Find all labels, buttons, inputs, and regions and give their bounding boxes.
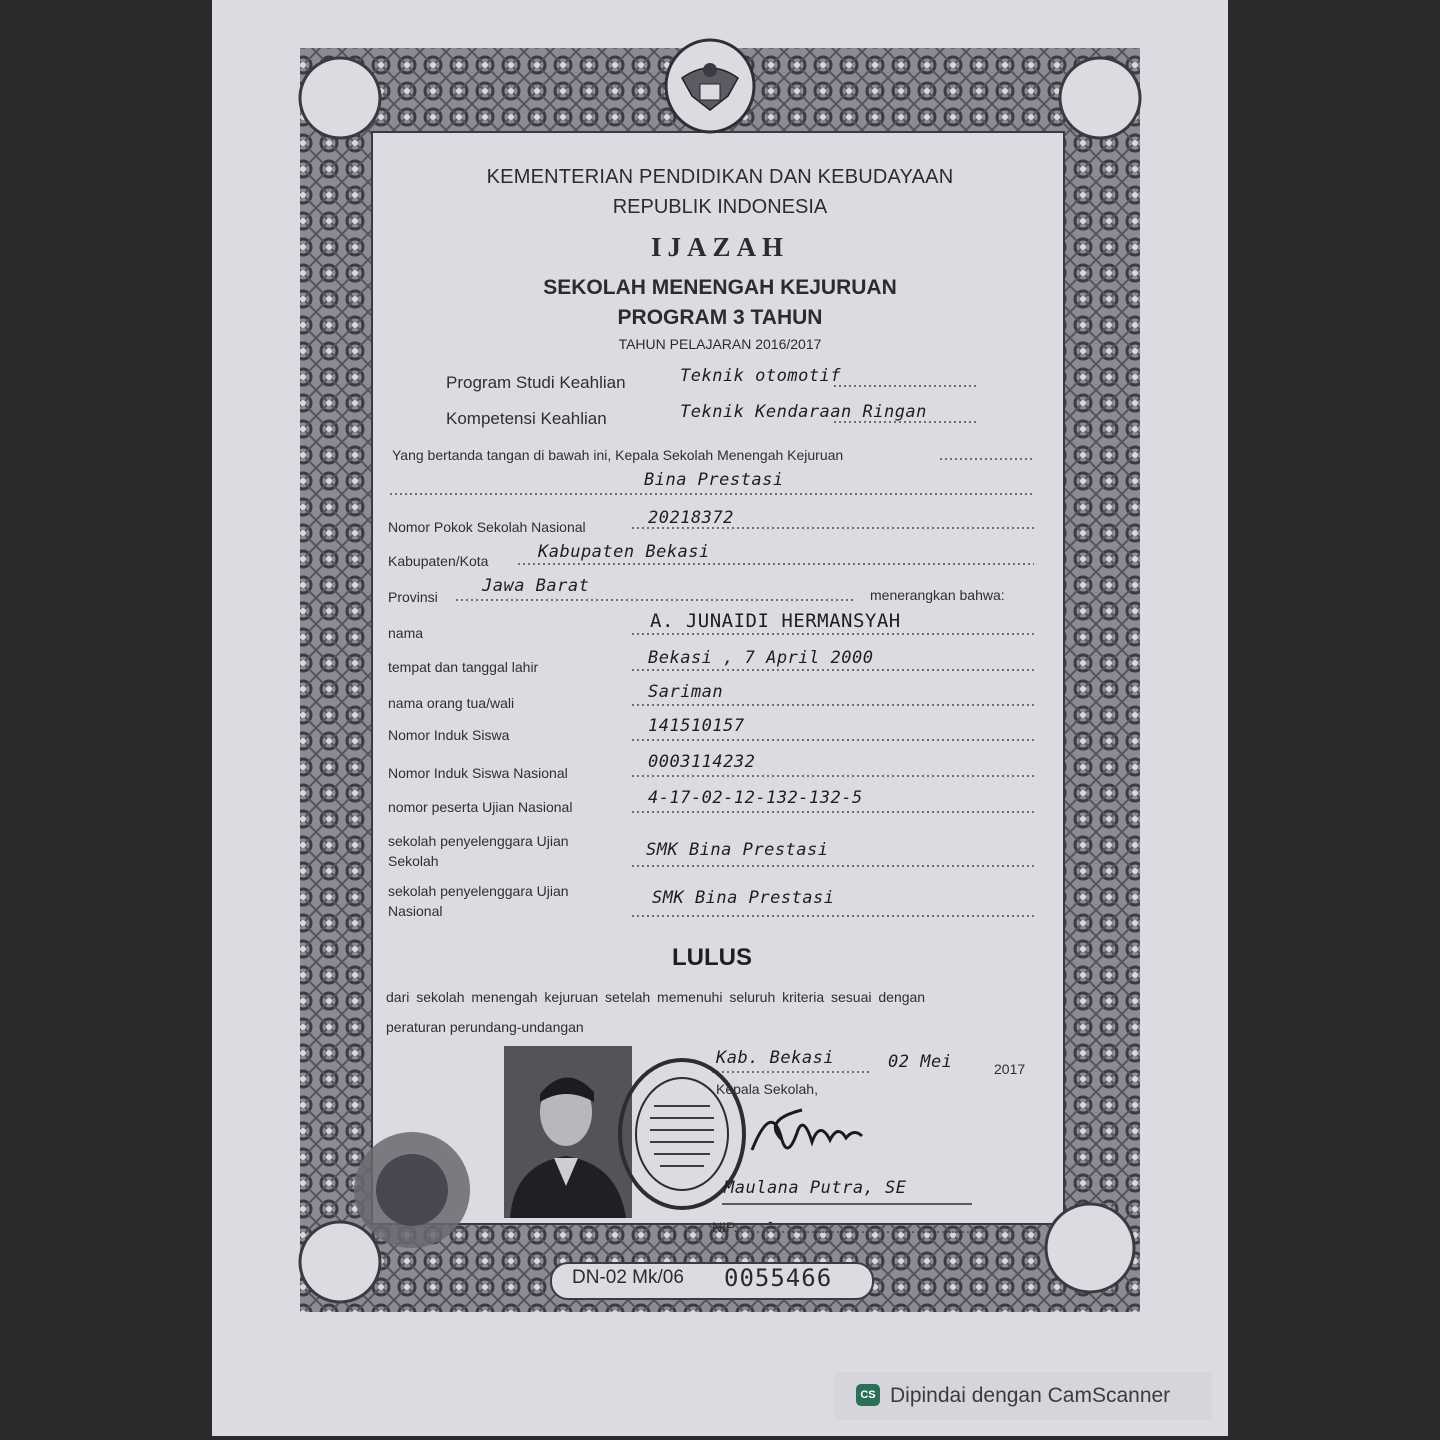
nis-label: Nomor Induk Siswa — [388, 727, 510, 743]
ministry-heading: KEMENTERIAN PENDIDIKAN DAN KEBUDAYAAN — [486, 166, 954, 188]
birth-value: Bekasi , 7 April 2000 — [648, 648, 874, 668]
exam-number-value: 4-17-02-12-132-132-5 — [648, 788, 863, 808]
nip-value: - — [768, 1213, 773, 1229]
nip-label: NIP. — [712, 1219, 738, 1235]
academic-year: TAHUN PELAJARAN 2016/2017 — [618, 336, 822, 352]
npsn-label: Nomor Pokok Sekolah Nasional — [388, 519, 586, 535]
result-heading: LULUS — [672, 944, 752, 971]
regency-label: Kabupaten/Kota — [388, 553, 489, 569]
exam-number-label: nomor peserta Ujian Nasional — [388, 799, 573, 815]
result-text-line-2: peraturan perundang-undangan — [386, 1019, 584, 1035]
camscanner-text: Dipindai dengan CamScanner — [890, 1384, 1171, 1407]
serial-prefix: DN-02 Mk/06 — [572, 1267, 684, 1288]
national-exam-value: SMK Bina Prestasi — [652, 888, 835, 908]
school-exam-value: SMK Bina Prestasi — [646, 840, 829, 860]
signing-date: 02 Mei — [888, 1052, 953, 1072]
signing-place: Kab. Bekasi — [716, 1048, 835, 1068]
document-title: IJAZAH — [650, 232, 789, 262]
school-type-heading: SEKOLAH MENENGAH KEJURUAN — [543, 276, 897, 299]
study-program-label: Program Studi Keahlian — [446, 373, 626, 392]
states-that-text: menerangkan bahwa: — [870, 587, 1005, 603]
school-exam-label-1: sekolah penyelenggara Ujian — [388, 833, 569, 849]
result-text-line-1: dari sekolah menengah kejuruan setelah memenuhi seluruh kriteria sesuai dengan — [386, 989, 926, 1005]
signing-year: 2017 — [994, 1061, 1026, 1077]
parent-value: Sariman — [648, 682, 724, 702]
competency-label: Kompetensi Keahlian — [446, 409, 607, 428]
national-exam-label-2: Nasional — [388, 903, 443, 919]
nisn-value: 0003114232 — [648, 752, 756, 772]
province-value: Jawa Barat — [482, 576, 590, 596]
principal-signature — [742, 1090, 902, 1170]
school-exam-label-2: Sekolah — [388, 853, 439, 869]
birth-label: tempat dan tanggal lahir — [388, 659, 539, 675]
certificate-sheet — [212, 0, 1228, 1436]
principal-statement: Yang bertanda tangan di bawah ini, Kepala Sekolah Menengah Kejuruan — [392, 447, 844, 463]
country-heading: REPUBLIK INDONESIA — [612, 196, 828, 218]
nisn-label: Nomor Induk Siswa Nasional — [388, 765, 568, 781]
national-exam-label-1: sekolah penyelenggara Ujian — [388, 883, 569, 899]
principal-name: Maulana Putra, SE — [724, 1178, 907, 1198]
name-value: A. JUNAIDI HERMANSYAH — [650, 610, 901, 632]
regency-value: Kabupaten Bekasi — [538, 542, 710, 562]
camscanner-logo-icon: CS — [856, 1384, 880, 1406]
principal-role: Kepala Sekolah, — [716, 1081, 818, 1097]
school-name: Bina Prestasi — [644, 470, 784, 490]
student-photo — [504, 1046, 632, 1218]
parent-label: nama orang tua/wali — [388, 695, 515, 711]
name-label: nama — [388, 625, 424, 641]
study-program-value: Teknik otomotif — [680, 366, 842, 386]
serial-number: 0055466 — [724, 1264, 833, 1292]
competency-value: Teknik Kendaraan Ringan — [680, 402, 927, 422]
province-label: Provinsi — [388, 589, 438, 605]
npsn-value: 20218372 — [648, 508, 734, 528]
program-heading: PROGRAM 3 TAHUN — [617, 306, 823, 329]
nis-value: 141510157 — [648, 716, 745, 736]
